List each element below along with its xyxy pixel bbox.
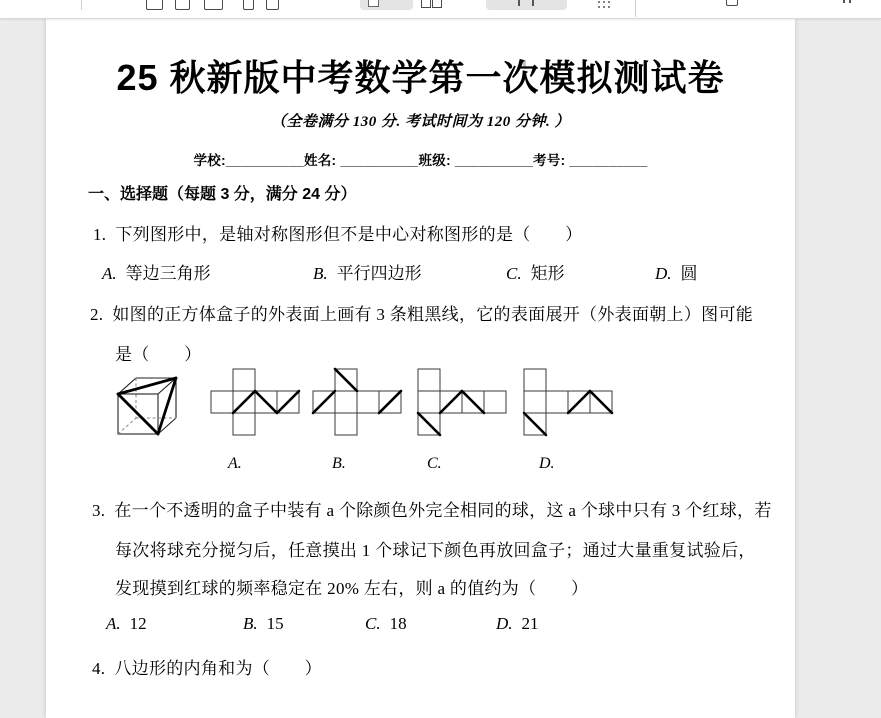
cube-figure bbox=[111, 370, 183, 442]
collapse-icon[interactable] bbox=[843, 0, 845, 3]
question-number: 4. bbox=[92, 659, 106, 678]
panel-icon[interactable] bbox=[726, 0, 738, 6]
printer-icon[interactable] bbox=[204, 0, 223, 10]
exam-subtitle: （全卷满分 130 分. 考试时间为 120 分钟. ） bbox=[270, 114, 570, 130]
page-width-view-button[interactable] bbox=[486, 0, 567, 10]
bar-glyph bbox=[518, 0, 520, 6]
collapse-icon[interactable] bbox=[849, 0, 851, 3]
q1-option-b: B. 平行四边形 bbox=[313, 264, 422, 283]
question-text: 如图的正方体盒子的外表面上画有 3 条粗黑线，它的表面展开（外表面朝上）图可能 bbox=[112, 305, 754, 324]
toolbar-divider bbox=[635, 0, 636, 17]
page-glyph-icon bbox=[368, 0, 379, 7]
dots-grid-icon[interactable] bbox=[598, 1, 612, 9]
question-3-line1 bbox=[92, 496, 772, 521]
document-page[interactable] bbox=[46, 18, 795, 718]
bookmark-icon[interactable] bbox=[243, 0, 254, 10]
question-number: 1. bbox=[93, 225, 107, 244]
bar-glyph bbox=[532, 0, 534, 6]
question-text: 在一个不透明的盒子中装有 a 个除颜色外完全相同的球，这 a 个球中只有 3 个红球，若 bbox=[114, 501, 772, 520]
q3-option-b: B. 15 bbox=[243, 614, 284, 633]
question-text: 下列图形中，是轴对称图形但不是中心对称图形的是（ ） bbox=[115, 225, 583, 244]
q3-option-d: D. 21 bbox=[496, 614, 539, 633]
question-3-line2: 每次将球充分搅匀后，任意摸出 1 个球记下颜色再放回盒子；通过大量重复试验后， bbox=[115, 541, 756, 560]
question-2-line2: 是（ ） bbox=[115, 345, 202, 364]
question-number: 2. bbox=[90, 305, 104, 324]
figure-label-b: B. bbox=[332, 455, 346, 472]
figure-label-d: D. bbox=[539, 455, 555, 472]
flag-icon[interactable] bbox=[266, 0, 279, 10]
table-icon[interactable] bbox=[146, 0, 163, 10]
figure-label-a: A. bbox=[228, 455, 242, 472]
question-text: 八边形的内角和为（ ） bbox=[114, 659, 322, 678]
toolbar-ribbon bbox=[0, 0, 881, 19]
section-heading: 一、选择题（每题 3 分，满分 24 分） bbox=[88, 186, 357, 203]
question-3-line3: 发现摸到红球的频率稳定在 20% 左右，则 a 的值约为（ ） bbox=[115, 579, 589, 598]
net-figure-a bbox=[210, 368, 300, 436]
two-page-view-icon[interactable] bbox=[432, 0, 442, 8]
single-page-view-button[interactable] bbox=[360, 0, 413, 10]
question-number: 3. bbox=[92, 501, 106, 520]
exam-title: 25 秋新版中考数学第一次模拟测试卷 bbox=[116, 57, 725, 98]
image-icon[interactable] bbox=[175, 0, 190, 10]
q1-option-c: C. 矩形 bbox=[506, 264, 565, 283]
student-info-fields: 学校:__________姓名: __________班级: __________考号: __________ bbox=[193, 153, 648, 168]
figure-label-c: C. bbox=[427, 455, 442, 472]
q3-option-c: C. 18 bbox=[365, 614, 407, 633]
net-figure-b bbox=[312, 368, 402, 436]
question-1 bbox=[93, 220, 582, 245]
net-figure-c bbox=[417, 368, 507, 436]
net-figure-d bbox=[523, 368, 613, 436]
two-page-view-icon[interactable] bbox=[421, 0, 431, 8]
q1-option-d: D. 圆 bbox=[655, 264, 698, 283]
q1-option-a: A. 等边三角形 bbox=[102, 264, 211, 283]
q3-option-a: A. 12 bbox=[106, 614, 147, 633]
question-4 bbox=[92, 654, 322, 679]
question-2-line1 bbox=[90, 300, 753, 325]
toolbar-divider bbox=[81, 0, 82, 10]
